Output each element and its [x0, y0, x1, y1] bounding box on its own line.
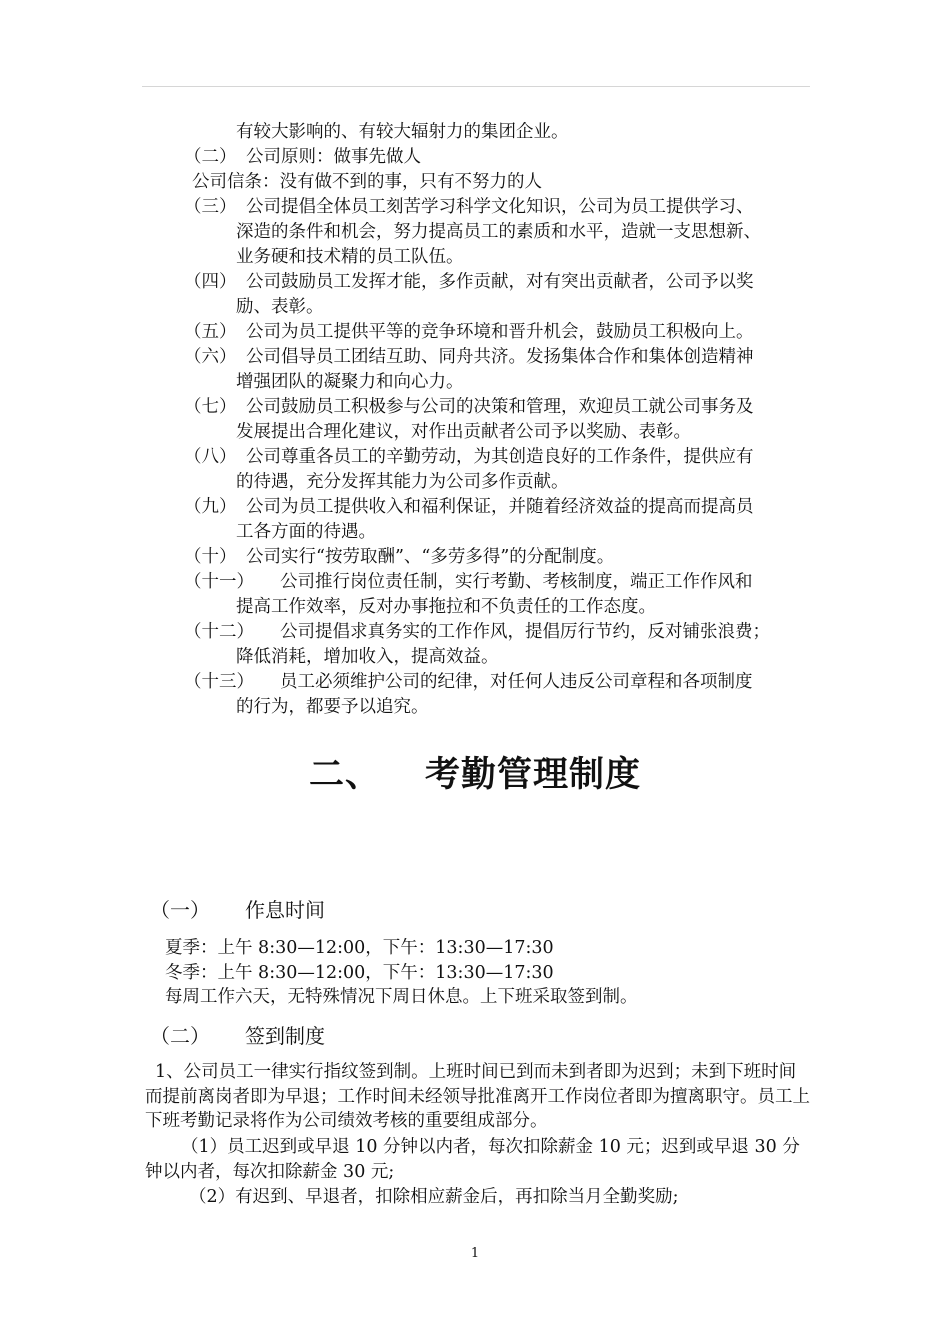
- principles-list: [140, 120, 830, 720]
- item-text-line: 工各方面的待遇。: [236, 522, 376, 542]
- list-item: [140, 670, 830, 720]
- item-text-line: 公司鼓励员工发挥才能，多作贡献，对有突出贡献者，公司予以奖: [246, 272, 754, 292]
- item-text-line: 公司为员工提供平等的竞争环境和晋升机会，鼓励员工积极向上。: [246, 322, 754, 342]
- subsection-heading-1: [150, 896, 325, 924]
- list-item: [140, 345, 830, 395]
- subsection-title: 签到制度: [245, 1024, 325, 1048]
- item-text-line: 的行为，都要予以追究。: [236, 697, 429, 717]
- item-text-line: 公司倡导员工团结互助、同舟共济。发扬集体合作和集体创造精神: [246, 347, 754, 367]
- header-rule: [142, 86, 810, 87]
- item-text-line: 业务硬和技术精的员工队伍。: [236, 247, 464, 267]
- item-number: （四）: [184, 272, 237, 292]
- item-text-line: 员工必须维护公司的纪律，对任何人违反公司章程和各项制度: [280, 672, 753, 692]
- item-text-line: 深造的条件和机会，努力提高员工的素质和水平，造就一支思想新、: [236, 222, 761, 242]
- item-text-line: 提高工作效率，反对办事拖拉和不负责任的工作态度。: [236, 597, 656, 617]
- subsection-number: （一）: [150, 898, 210, 922]
- section-heading: 考勤管理制度: [425, 755, 642, 795]
- section-number: 二、: [308, 755, 381, 795]
- section-title: [0, 750, 950, 800]
- item-number: （十一）: [184, 572, 254, 592]
- paragraph-late-penalty: （1）员工迟到或早退 10 分钟以内者，每次扣除薪金 10 元；迟到或早退 30 分钟以内者，每次扣除薪金 30 元;: [145, 1137, 800, 1182]
- item-number: （十）: [184, 547, 237, 567]
- list-item: [140, 320, 830, 345]
- item-number: （二）: [184, 147, 237, 167]
- item-text-line: 的待遇，充分发挥其能力为公司多作贡献。: [236, 472, 569, 492]
- list-item: [140, 570, 830, 620]
- item-text-line: 增强团队的凝聚力和向心力。: [236, 372, 464, 392]
- list-item: [140, 620, 830, 670]
- item-text-line: 励、表彰。: [236, 297, 324, 317]
- list-item: [140, 495, 830, 545]
- item-text-line: 公司实行“按劳取酬”、“多劳多得”的分配制度。: [246, 547, 615, 567]
- subsection-number: （二）: [150, 1024, 210, 1048]
- item-number: （六）: [184, 347, 237, 367]
- schedule-winter: 冬季：上午 8:30—12:00，下午：13:30—17:30: [165, 962, 554, 983]
- item-text-line: 公司提倡求真务实的工作作风，提倡厉行节约，反对铺张浪费；: [280, 622, 770, 642]
- paragraph-sign-in: 1、公司员工一律实行指纹签到制。上班时间已到而未到者即为迟到；未到下班时间而提前离岗者即为早退；工作时间未经领导批准离开工作岗位者即为擅离职守。员工上下班考勤记录将作为公司绩效考核的重要组成部分。: [145, 1062, 810, 1131]
- schedule-block: [145, 936, 813, 1010]
- list-item: [140, 445, 830, 495]
- item-text-line: 公司为员工提供收入和福利保证，并随着经济效益的提高而提高员: [246, 497, 754, 517]
- item-text-line: 发展提出合理化建议，对作出贡献者公司予以奖励、表彰。: [236, 422, 691, 442]
- company-creed: 公司信条：没有做不到的事，只有不努力的人: [192, 172, 542, 192]
- paragraph-bonus-deduction: （2）有迟到、早退者，扣除相应薪金后，再扣除当月全勤奖励;: [189, 1187, 679, 1207]
- list-item: [140, 395, 830, 445]
- item-text-line: 降低消耗，增加收入，提高效益。: [236, 647, 499, 667]
- item-text-line: 公司鼓励员工积极参与公司的决策和管理，欢迎员工就公司事务及: [246, 397, 754, 417]
- schedule-week: 每周工作六天，无特殊情况下周日休息。上下班采取签到制。: [165, 987, 638, 1007]
- page-number: 1: [470, 1246, 480, 1261]
- item-number: （七）: [184, 397, 237, 417]
- item-number: （五）: [184, 322, 237, 342]
- item-number: （三）: [184, 197, 237, 217]
- schedule-summer: 夏季：上午 8:30—12:00，下午：13:30—17:30: [165, 938, 554, 958]
- item-number: （十三）: [184, 672, 254, 692]
- item-text-line: 公司尊重各员工的辛勤劳动，为其创造良好的工作条件，提供应有: [246, 447, 754, 467]
- list-item: [140, 270, 830, 320]
- item-text-line: 公司推行岗位责任制，实行考勤、考核制度，端正工作作风和: [280, 572, 753, 592]
- item-number: （十二）: [184, 622, 254, 642]
- list-item: [140, 195, 830, 270]
- subsection-heading-2: [150, 1022, 325, 1050]
- list-item: [140, 145, 830, 170]
- item-text-line: 公司提倡全体员工刻苦学习科学文化知识，公司为员工提供学习、: [246, 197, 754, 217]
- subsection-title: 作息时间: [245, 898, 325, 922]
- item-text: 公司原则：做事先做人: [246, 147, 421, 167]
- intro-continuation: 有较大影响的、有较大辐射力的集团企业。: [236, 122, 569, 142]
- list-item: [140, 545, 830, 570]
- item-number: （九）: [184, 497, 237, 517]
- item-number: （八）: [184, 447, 237, 467]
